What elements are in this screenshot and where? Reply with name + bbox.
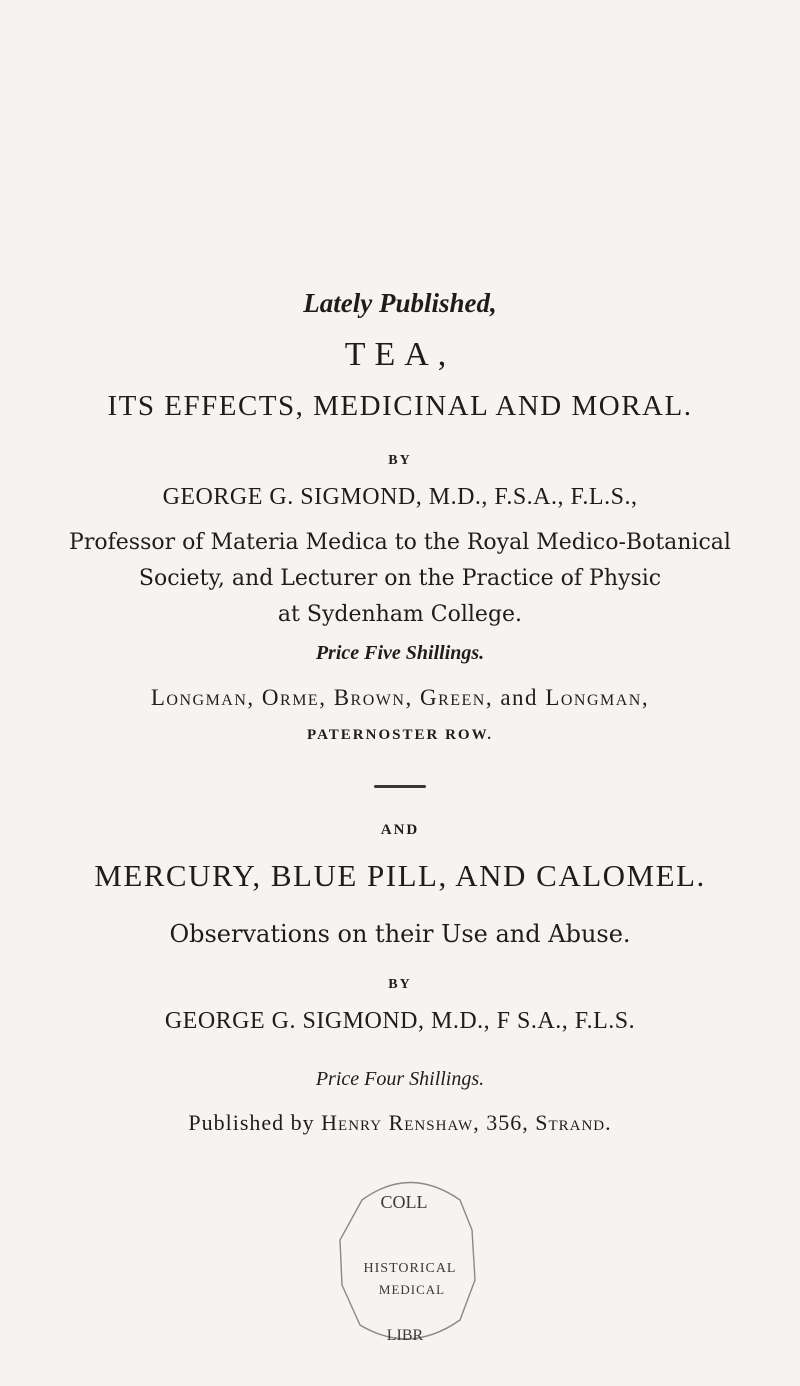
publisher-orme: Orme, (261, 685, 327, 710)
published-by-label: Published by (188, 1110, 315, 1135)
book1-price: Price Five Shillings. (315, 642, 485, 664)
description-line-2: Society, and Lecturer on the Practice of Physic (138, 566, 662, 591)
lately-published-heading: Lately Published, (303, 288, 497, 318)
book1-author: GEORGE G. SIGMOND, M.D., F.S.A., F.L.S., (162, 484, 638, 510)
description-line-3: at Sydenham College. (277, 602, 523, 627)
book1-title: TEA, (344, 336, 456, 373)
publisher-and: and (500, 685, 539, 710)
publisher-green: Green, (419, 685, 494, 710)
address-number: 356, (486, 1110, 529, 1135)
publisher-brown: Brown, (333, 685, 413, 710)
publisher-henry: Henry (321, 1110, 383, 1135)
book1-subtitle: ITS EFFECTS, MEDICINAL AND MORAL. (107, 390, 693, 422)
book2-publisher (0, 1110, 800, 1136)
and-separator: AND (380, 822, 420, 838)
book2-by-label: BY (388, 977, 412, 992)
book1-publishers (0, 685, 800, 711)
stamp-bottom-text: LIBR (386, 1327, 424, 1344)
description-line-1: Professor of Materia Medica to the Royal Medico-Botanical (69, 530, 731, 555)
stamp-historical-text: HISTORICAL (363, 1261, 457, 1276)
stamp-top-text: COLL (380, 1192, 428, 1212)
book2-subtitle: Observations on their Use and Abuse. (169, 920, 631, 948)
book1-author-description (0, 525, 800, 633)
library-stamp (300, 1170, 520, 1370)
publisher-longman: Longman, (150, 685, 255, 710)
publisher-renshaw: Renshaw, (388, 1110, 480, 1135)
book2-author: GEORGE G. SIGMOND, M.D., F S.A., F.L.S. (164, 1008, 636, 1034)
book1-address: PATERNOSTER ROW. (307, 727, 493, 743)
address-street: Strand. (535, 1110, 612, 1135)
publisher-longman-2: Longman, (545, 685, 650, 710)
book2-price: Price Four Shillings. (315, 1068, 485, 1090)
section-divider-rule (374, 785, 426, 788)
stamp-medical-text: MEDICAL (378, 1282, 446, 1297)
book2-title: MERCURY, BLUE PILL, AND CALOMEL. (94, 858, 706, 893)
book1-by-label: BY (388, 453, 412, 468)
